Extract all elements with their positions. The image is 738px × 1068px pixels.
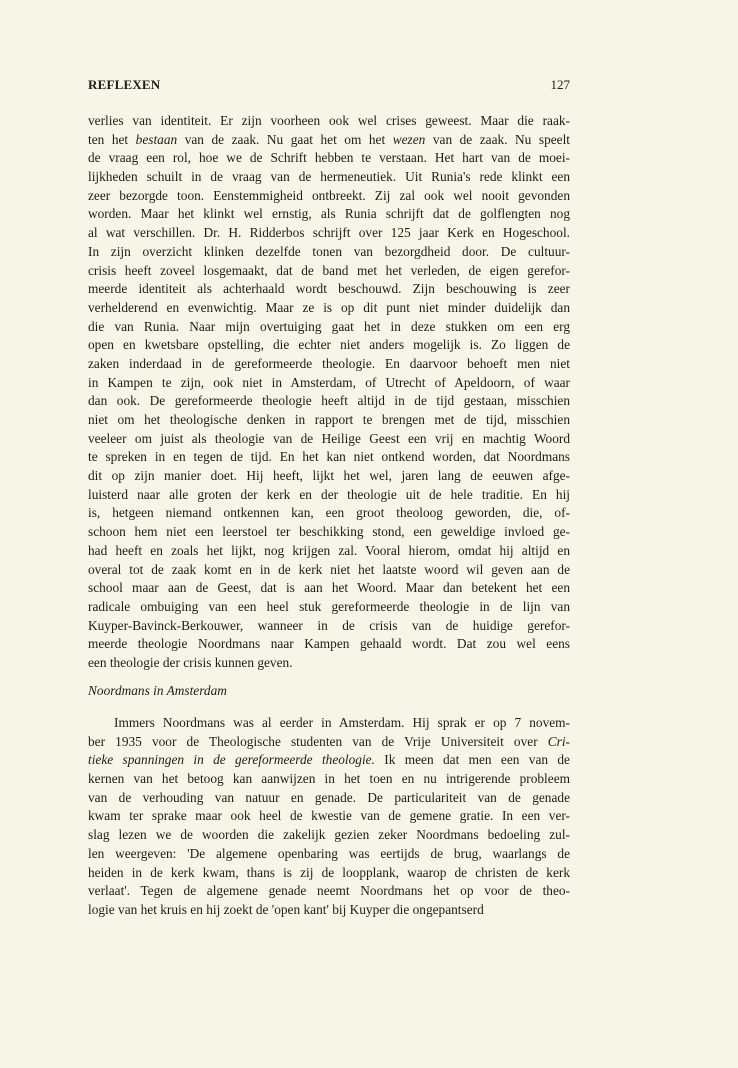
text-line [88,392,570,411]
text-line [88,770,570,789]
text-run: dan ook. De gereformeerde theologie heeft altijd in de tijd gestaan, misschien [88,393,570,409]
text-line [88,807,570,826]
text-run: al wat verschillen. Dr. H. Ridderbos schrijft over 125 jaar Kerk en Hogeschool. [88,225,570,241]
text-line [88,112,570,131]
text-line [88,733,570,752]
text-run: van de zaak. Nu gaat het om het [177,131,393,147]
text-line [88,504,570,523]
text-run: meerde identiteit als achterhaald wordt beschouwd. Zijn beschouwing is zeer [88,281,570,297]
text-line [88,845,570,864]
text-run: logie van het kruis en hij zoekt de 'open kant' bij Kuyper die ongepantserd [88,901,484,917]
text-line [88,654,570,673]
text-line [88,430,570,449]
text-run: zeer bezorgde toon. Eenstemmigheid ontbreekt. Zij zal ook wel nooit gevonden [88,187,570,203]
text-line [88,243,570,262]
text-run: kwam ter sprake maar ook heel de kwestie van de gemene gratie. In een ver- [88,808,570,824]
text-run: heiden in de kerk kwam, thans is zij de loopplank, waarop de christen de kerk [88,864,570,880]
text-run: Ik meen dat men een van de [374,752,570,768]
text-line [88,467,570,486]
body-paragraph-1 [88,112,570,673]
text-line [88,523,570,542]
italic-run: tieke spanningen in de gereformeerde theologie. [88,752,375,768]
text-line [88,882,570,901]
text-line [88,789,570,808]
text-line [88,299,570,318]
text-line [88,168,570,187]
italic-run: Cri- [547,733,570,749]
text-line [88,374,570,393]
text-line [88,561,570,580]
text-run: open en kwetsbare opstelling, die echter niet anders mogelijk is. Zo liggen de [88,337,570,353]
text-line [88,751,570,770]
text-line [88,187,570,206]
text-line [88,131,570,150]
text-run: niet om het theologische denken in rapport te brengen met de tijd, misschien [88,412,570,427]
text-run: veeleer om juist als theologie van de Heilige Geest een vrij en machtig Woord [88,430,570,446]
text-line [88,864,570,883]
text-run: die van Runia. Naar mijn overtuiging gaat het in deze stukken om een erg [88,318,570,334]
text-run: meerde theologie Noordmans naar Kampen gehaald wordt. Dat zou wel eens [88,636,570,652]
text-run: de vraag een rol, hoe we de Schrift hebben te verstaan. Het hart van de moei- [88,150,570,166]
text-run: radicale ombuiging van een heel stuk gereformeerde theologie in de lijn van [88,598,570,614]
text-line [88,598,570,617]
body-paragraph-2 [88,714,570,920]
text-run: zaken inderdaad in de gereformeerde theologie. En daarvoor behoeft men niet [88,355,570,371]
text-line [88,826,570,845]
text-run: kernen van het betoog kan aanwijzen in het toen en nu intrigerende probleem [88,771,570,787]
text-line [88,714,570,733]
text-run: len weergeven: 'De algemene openbaring was eertijds de brug, waarlangs de [88,845,570,861]
page-header [88,77,570,95]
text-line [88,318,570,337]
text-run: ber 1935 voor de Theologische studenten van de Vrije Universiteit over [88,733,548,749]
running-title: REFLEXEN [88,77,161,92]
text-run: te spreken in en tegen de tijd. En het kan niet ontkend worden, dat Noordmans [88,449,570,465]
text-line [88,262,570,281]
text-run: ten het [88,131,136,147]
text-run: had heeft en zoals het lijkt, nog krijgen zal. Vooral hierom, omdat hij altijd en [88,542,570,558]
text-run: van de verhouding van natuur en genade. De particulariteit van de genade [88,789,570,805]
text-run: schoon hem niet een leerstoel ter beschikking stond, een geweldige invloed ge- [88,524,570,540]
text-line [88,542,570,561]
italic-run: bestaan [135,131,178,147]
text-line [88,635,570,654]
text-run: slag lezen we de woorden die zakelijk gezien zeker Noordmans bedoeling zul- [88,827,570,843]
text-run: crisis heeft zoveel losgemaakt, dat de band met het verleden, de eigen gerefor- [88,262,570,278]
text-run: is, hetgeen niemand ontkennen kan, een groot theoloog geworden, die, of- [88,505,570,521]
text-run: van de zaak. Nu speelt [425,131,571,147]
text-line [88,336,570,355]
page-number: 127 [550,77,570,92]
text-line [88,617,570,636]
text-run: verlies van identiteit. Er zijn voorheen ook wel crises geweest. Maar die raak- [88,113,570,128]
text-run: Kuyper-Bavinck-Berkouwer, wanneer in de crisis van de huidige gerefor- [88,617,570,633]
text-run: lijkheden schuilt in de vraag van de hermeneutiek. Uit Runia's rede klinkt een [88,169,570,185]
text-line [88,149,570,168]
text-line [88,448,570,467]
text-line [88,579,570,598]
text-run: dit op zijn manier doet. Hij heeft, lijkt het wel, jaren lang de eeuwen afge- [88,468,570,484]
text-run: in Kampen te zijn, ook niet in Amsterdam, of Utrecht of Apeldoorn, of waar [88,374,570,390]
text-line [88,486,570,505]
italic-run: wezen [392,131,426,147]
text-line [88,355,570,374]
text-run: Immers Noordmans was al eerder in Amsterdam. Hij sprak er op 7 novem- [114,715,570,730]
text-line [88,205,570,224]
section-heading: Noordmans in Amsterdam [88,683,227,698]
text-run: verlaat'. Tegen de algemene genade neemt Noordmans het op voor de theo- [88,883,570,899]
text-run: overal tot de zaak komt en in de kerk niet het laatste woord wil geven aan de [88,561,570,577]
text-run: school maar aan de Geest, dat is aan het Woord. Maar dan betekent het een [88,580,570,596]
text-run: een theologie der crisis kunnen geven. [88,654,293,670]
text-line [88,280,570,299]
text-line [88,901,570,920]
text-run: worden. Maar het klinkt wel ernstig, als Runia schrijft dat de golflengten nog [88,206,570,222]
text-line [88,411,570,430]
text-run: luisterd naar alle groten der kerk en der theologie uit de hele traditie. En hij [88,486,570,502]
text-line [88,224,570,243]
text-run: In zijn overzicht klinken dezelfde tonen van bezorgdheid door. De cultuur- [88,243,570,259]
text-run: verhelderend en evenwichtig. Maar ze is op dit punt niet minder duidelijk dan [88,299,570,315]
